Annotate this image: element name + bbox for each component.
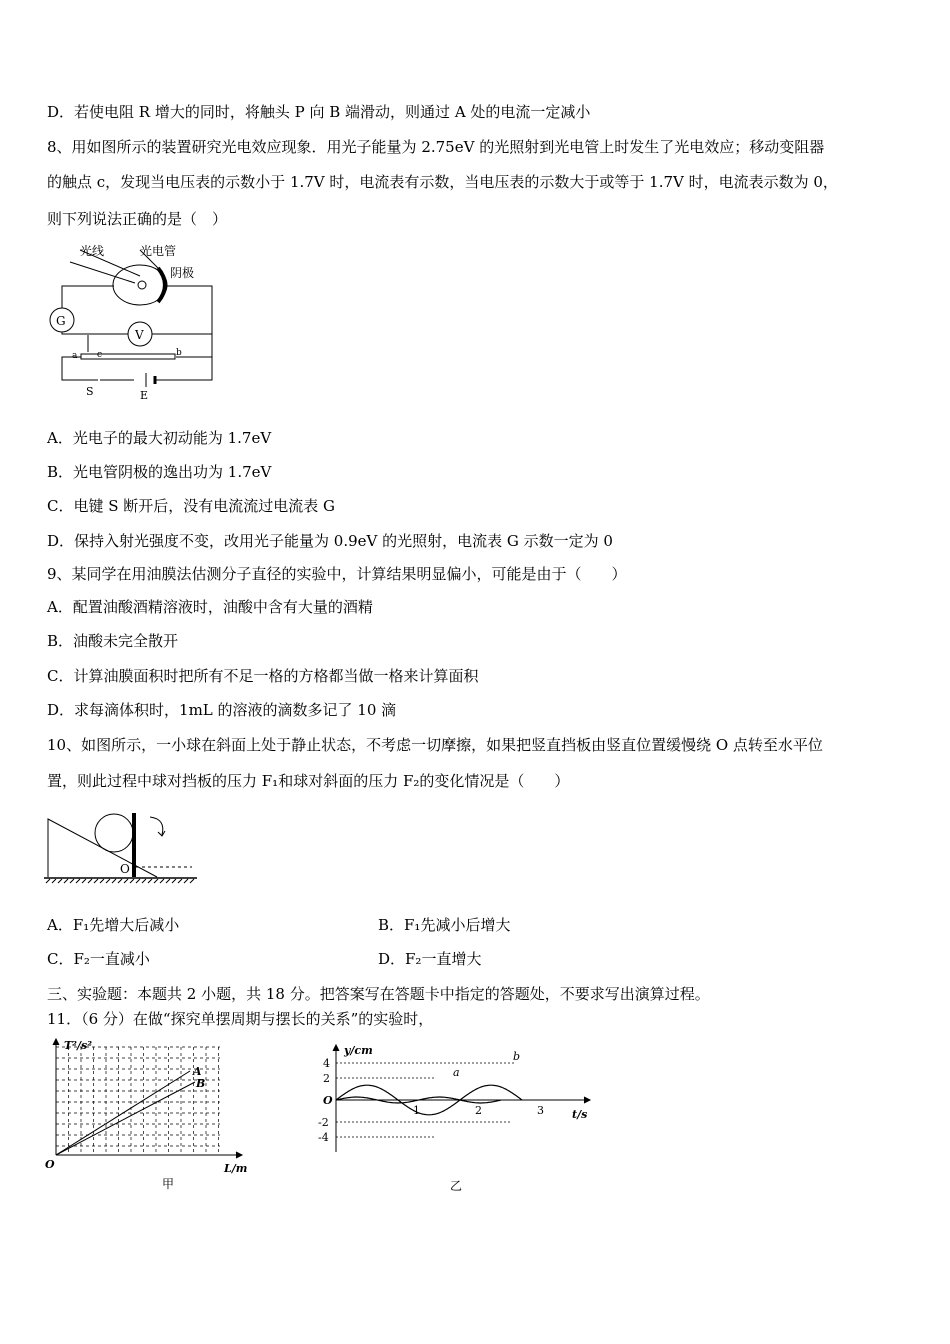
graph-jia-t2-vs-l bbox=[40, 1035, 280, 1195]
x-tick-3: 3 bbox=[537, 1104, 544, 1117]
x-tick-1: 1 bbox=[413, 1104, 420, 1117]
label-b: b bbox=[176, 348, 182, 358]
q8-option-b: B．光电管阴极的逸出功为 1.7eV bbox=[47, 463, 272, 481]
y-axis-label: T²/s² bbox=[64, 1039, 93, 1052]
label-c: c bbox=[97, 350, 103, 360]
voltmeter-v: V bbox=[135, 328, 144, 342]
caption-yi: 乙 bbox=[450, 1179, 463, 1193]
q7-option-d: D．若使电阻 R 增大的同时，将触头 P 向 B 端滑动，则通过 A 处的电流一定减小 bbox=[47, 103, 591, 121]
curve-b-label: b bbox=[513, 1050, 521, 1063]
q8-option-a: A．光电子的最大初动能为 1.7eV bbox=[47, 429, 272, 447]
label-a: a bbox=[72, 351, 78, 361]
caption-jia: 甲 bbox=[162, 1177, 175, 1191]
incline-ball-diagram bbox=[42, 805, 202, 887]
line-b-label: B bbox=[196, 1077, 206, 1090]
q10-option-b: B．F₁先减小后增大 bbox=[378, 916, 511, 934]
graph-yi-displacement-vs-time bbox=[320, 1040, 600, 1195]
line-a-label: A bbox=[193, 1065, 202, 1078]
curve-a-label: a bbox=[453, 1066, 460, 1079]
q9-option-b: B．油酸未完全散开 bbox=[47, 632, 179, 650]
y-tick-4: 4 bbox=[323, 1057, 330, 1070]
label-s: S bbox=[86, 385, 94, 398]
q10-option-d: D．F₂一直增大 bbox=[378, 950, 482, 968]
label-e: E bbox=[140, 389, 149, 402]
q9-option-d: D．求每滴体积时，1mL 的溶液的滴数多记了 10 滴 bbox=[47, 701, 397, 719]
q8-stem-1: 8、用如图所示的装置研究光电效应现象．用光子能量为 2.75eV 的光照射到光电管上时发生了光电效应；移动变阻器 bbox=[47, 138, 825, 156]
q9-option-a: A．配置油酸酒精溶液时，油酸中含有大量的酒精 bbox=[47, 598, 373, 616]
q8-option-c: C．电键 S 断开后，没有电流流过电流表 G bbox=[47, 497, 336, 515]
q10-stem-1: 10、如图所示，一小球在斜面上处于静止状态，不考虑一切摩擦，如果把竖直挡板由竖直位置缓慢绕 O 点转至水平位 bbox=[47, 736, 823, 754]
y-tick-neg4: -4 bbox=[318, 1131, 329, 1144]
label-cathode: 阴极 bbox=[170, 266, 195, 280]
q8-option-d: D．保持入射光强度不变，改用光子能量为 0.9eV 的光照射，电流表 G 示数一定为 0 bbox=[47, 532, 613, 550]
label-light: 光线 bbox=[80, 244, 105, 258]
q8-stem-2: 的触点 c，发现当电压表的示数小于 1.7V 时，电流表有示数，当电压表的示数大于或等于 1.7V 时，电流表示数为 0， bbox=[47, 173, 838, 191]
q11-stem: 11．（6 分）在做“探究单摆周期与摆长的关系”的实验时， bbox=[47, 1010, 434, 1028]
x-tick-2: 2 bbox=[475, 1104, 482, 1117]
origin-label: O bbox=[323, 1094, 333, 1107]
y-tick-2: 2 bbox=[323, 1072, 330, 1085]
x-axis-label: t/s bbox=[572, 1108, 588, 1121]
q10-stem-2: 置，则此过程中球对挡板的压力 F₁和球对斜面的压力 F₂的变化情况是（ ） bbox=[47, 772, 570, 790]
q10-option-a: A．F₁先增大后减小 bbox=[47, 916, 180, 934]
section-3-heading: 三、实验题：本题共 2 小题，共 18 分。把答案写在答题卡中指定的答题处，不要求写出演算过程。 bbox=[47, 985, 710, 1003]
q10-option-c: C．F₂一直减小 bbox=[47, 950, 150, 968]
q9-option-c: C．计算油膜面积时把所有不足一格的方格都当做一格来计算面积 bbox=[47, 667, 479, 685]
label-phototube: 光电管 bbox=[140, 244, 177, 258]
origin-label: O bbox=[45, 1158, 55, 1171]
y-tick-neg2: -2 bbox=[318, 1116, 329, 1129]
photoelectric-circuit-diagram bbox=[40, 240, 230, 410]
pivot-o: O bbox=[120, 862, 130, 876]
x-axis-label: L/m bbox=[224, 1162, 248, 1175]
q9-stem: 9、某同学在用油膜法估测分子直径的实验中，计算结果明显偏小，可能是由于（ ） bbox=[47, 565, 627, 583]
y-axis-label: y/cm bbox=[344, 1044, 373, 1057]
q8-stem-3: 则下列说法正确的是（ ） bbox=[47, 210, 228, 228]
galvanometer-g: G bbox=[56, 314, 66, 328]
